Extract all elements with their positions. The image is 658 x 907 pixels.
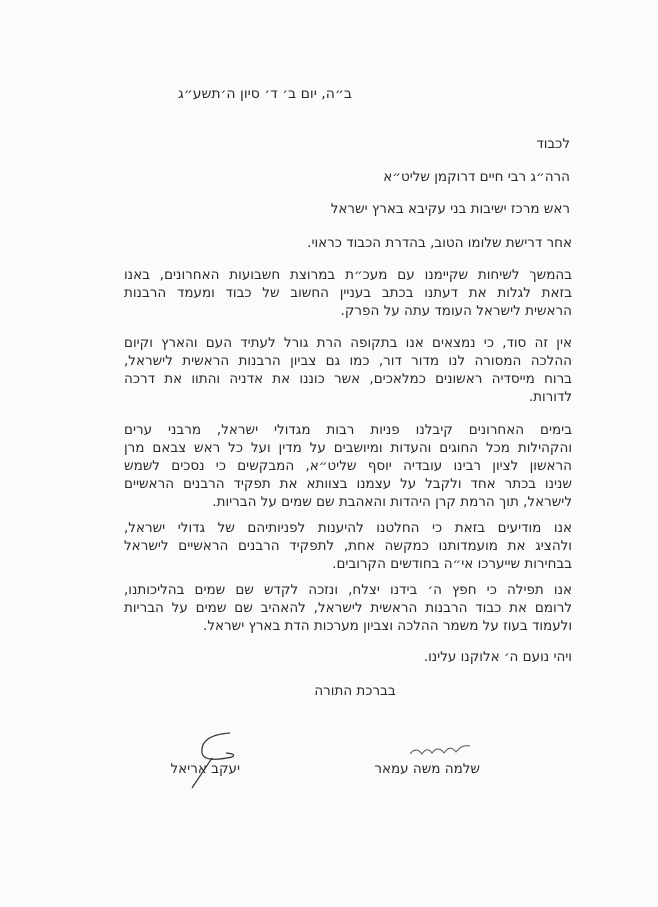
paragraph-3-line: ברוח מייסדיה ראשונים כמלאכים, אשר כוננו את אדניה והתוו את דרכה xyxy=(124,371,572,387)
letter-date: ב״ה, יום ב׳ ד׳ סיון ה׳תשע״ג xyxy=(177,86,352,102)
paragraph-6-line: ולעמוד בעוז על משמר ההלכה וצביון מערכות הדת בארץ ישראל. xyxy=(203,618,572,634)
paragraph-3-line: אין זה סוד, כי נמצאים אנו בתקופה הרת גורל לעתיד העם והארץ וקיום xyxy=(124,335,572,351)
signatory-ariel: יעקב אריאל xyxy=(170,761,240,777)
paragraph-5-line: אנו מודיעים בזאת כי החלטנו להיענות לפניותיהם של גדולי ישראל, xyxy=(124,520,572,536)
recipient-name: הרה״ג רבי חיים דרוקמן שליט״א xyxy=(383,169,570,185)
paragraph-4-line: הראשון לציון רבינו עובדיה יוסף שליט״א, המבקשים כי נסכים לשמש xyxy=(124,458,572,474)
recipient-salutation: לכבוד xyxy=(536,136,570,152)
closing-blessing: בברכת התורה xyxy=(314,683,396,699)
paragraph-2-line: בהמשך לשיחות שקיימנו עם מעכ״ת במרוצת חשבועות האחרונים, באנו xyxy=(124,267,572,283)
paragraph-4-line: והקהילות מכל החוגים והעדות ומיושבים על מדין ועל כל ראש צבאם מרן xyxy=(124,440,572,456)
paragraph-3-line: ההלכה המסורה לנו מדור דור, כמו גם צביון הרבנות הראשית לישראל, xyxy=(124,353,572,369)
paragraph-2-line: בזאת לגלות את דעתנו בכתב בעניין החשוב של כבוד ומעמד הרבנות xyxy=(124,285,572,301)
paragraph-4-line: לישראל, תוך הרמת קרן היהדות והאהבת שם שמים על הבריות. xyxy=(212,494,572,510)
paragraph-6-line: אנו תפילה כי חפץ ה׳ בידנו יצלח, ונזכה לקדש שם שמים בהליכותנו, xyxy=(124,582,572,598)
recipient-title: ראש מרכז ישיבות בני עקיבא בארץ ישראל xyxy=(330,201,570,217)
paragraph-6-line: לרומם את כבוד הרבנות הראשית לישראל, להאהיב שם שמים על הבריות xyxy=(124,600,572,616)
paragraph-5-line: בבחירות שייערכו אי״ה בחודשים הקרובים. xyxy=(332,556,572,572)
signature-ariel xyxy=(170,728,250,793)
paragraph-4-line: שנינו בכתר אחד ולקבל על עצמנו בצוותא את תפקיד הרבנים הראשיים xyxy=(124,476,572,492)
signatory-amar: שלמה משה עמאר xyxy=(374,761,480,777)
paragraph-1-line: אחר דרישת שלומו הטוב, בהדרת הכבוד כראוי. xyxy=(307,235,572,251)
paragraph-3-line: לדורות. xyxy=(528,389,572,405)
paragraph-5-line: ולהציג את מועמדותנו כמקשה אחת, לתפקיד הרבנים הראשיים לישראל xyxy=(124,538,572,554)
paragraph-4-line: בימים האחרונים קיבלנו פניות רבות מגדולי ישראל, מרבני ערים xyxy=(124,422,572,438)
paragraph-7-line: ויהי נועם ה׳ אלוקנו עלינו. xyxy=(423,649,572,665)
paragraph-2-line: הראשית לישראל העומד עתה על הפרק. xyxy=(340,303,572,319)
signature-amar xyxy=(405,740,485,760)
